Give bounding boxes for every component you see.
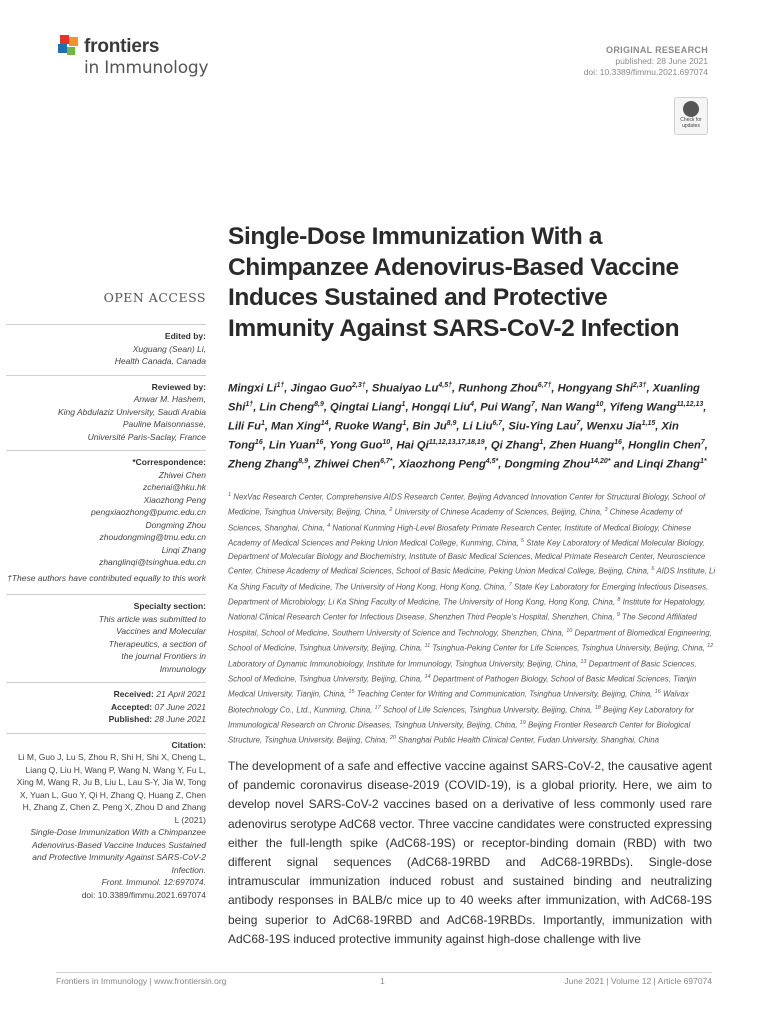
equal-contribution-note: †These authors have contributed equally to this work (7, 572, 206, 583)
page-number: 1 (380, 976, 385, 986)
specialty-text: This article was submitted to Vaccines and Molecular Therapeutics, a section of the journal Frontiers in Immunology (98, 613, 206, 674)
correspondence-label: *Correspondence: (132, 457, 206, 467)
citation-authors: Li M, Guo J, Lu S, Zhou R, Shi H, Shi X, Cheng L, Liang Q, Liu H, Wang P, Wang N, Wang Y, Fu L, Xing M, Wang R, Ju B, Liu L, Lau S-Y, Jia W, Tong X, Yuan L, Guo Y, Qi H, Zhang Q, Huang Z, Chen H, Zhang Z, Chen Z, Peng X, Zhou D and Zhang L (2021) (16, 752, 206, 825)
corresponding-author-email[interactable]: zhanglinqi@tsinghua.edu.cn (99, 557, 206, 567)
reviewer-affiliation: Université Paris-Saclay, France (87, 431, 206, 442)
footer-volume-info: June 2021 | Volume 12 | Article 697074 (564, 976, 712, 986)
article-title: Single-Dose Immunization With a Chimpanzee Adenovirus-Based Vaccine Induces Sustained and Protective Immunity Against SARS-CoV-2 Infection (228, 223, 680, 342)
citation-doi[interactable]: doi: 10.3389/fimmu.2021.697074 (81, 889, 206, 900)
article-type: ORIGINAL RESEARCH (606, 45, 708, 55)
accepted-row (6, 701, 206, 714)
bookmark-icon (683, 101, 699, 117)
published-row (6, 713, 206, 726)
abstract-text: The development of a safe and effective vaccine against SARS-CoV-2, the causative agent of pandemic coronavirus disease-2019 (COVID-19), is a global priority. Here, we aim to develop novel SARS-CoV-2 vaccines based on a derivative of less commonly used rare adenovirus serotype AdC68 vector. Three vaccine candidates were constructed expressing either the full-length spike (AdC68-19S) or receptor-binding domain (RBD) with two different signal sequences (AdC68-19RBD and AdC68-19RBDs). Single-dose intramuscular immunization induced robust and sustained binding and neutralizing antibody responses in BALB/c mice up to 40 weeks after immunization, with AdC68-19S being superior to AdC68-19RBD and AdC68-19RBDs. Importantly, immunization with AdC68-19S induced protective immunity against high-dose challenge with live (228, 759, 712, 946)
divider (6, 733, 206, 734)
divider (6, 324, 206, 325)
corresponding-author-email[interactable]: zchenai@hku.hk (143, 482, 206, 492)
specialty-label: Specialty section: (133, 601, 206, 611)
accepted-label: Accepted: (111, 701, 153, 712)
divider (6, 682, 206, 683)
logo-brand-text: frontiers (84, 36, 160, 57)
logo-journal-text: in Immunology (84, 58, 209, 78)
received-label: Received: (113, 689, 154, 699)
received-date: 21 April 2021 (156, 689, 206, 699)
corresponding-author-email[interactable]: zhoudongming@tmu.edu.cn (99, 532, 206, 542)
doi[interactable]: doi: 10.3389/fimmu.2021.697074 (583, 67, 708, 77)
citation-label: Citation: (171, 739, 206, 750)
dates-block (6, 688, 206, 726)
footer-divider (56, 972, 712, 973)
reviewer-name: Anwar M. Hashem, (133, 394, 206, 404)
divider (6, 450, 206, 451)
citation-title: Single-Dose Immunization With a Chimpanzee Adenovirus-Based Vaccine Induces Sustained and Protective Immunity Against SARS-CoV-2 Infection. (30, 827, 206, 875)
check-for-updates-button[interactable] (674, 97, 708, 135)
citation-journal: Front. Immunol. 12:697074. (101, 877, 206, 887)
editor-affiliation: Health Canada, Canada (114, 356, 206, 366)
affiliations: $^1$ NexVac Research Center, Comprehensive AIDS Research Center, Beijing Advanced Innovation Center for Structural Biology, School of Medicine, Tsinghua University, Beijing, China, $^2$ University of Chinese Academy of Sciences, Beijing, China, $^3$ Chinese Academy of Sciences, Shanghai, China, $^4$ National Kunming High-Level Biosafety Primate Research Center, Institute of Medical Biology, Chinese Academy of Medical Sciences and Peking Union Medical College, Kunming, China, $^5$ State Key Laboratory of Medical Molecular Biology, Department of Molecular Biology and Biochemistry, Institute of Basic Medical Sciences, Medical Primate Research Center, Neuroscience Center, Chinese Academy of Medical Sciences, School of Basic Medicine, Peking Union Medical College, Beijing, China, $^6$ AIDS Institute, Li Ka Shing Faculty of Medicine, The University of Hong Kong, Hong Kong, China, $^7$ State Key Laboratory for Emerging Infectious Diseases, Department of Microbiology, Li Ka Shing Faculty of Medicine, The University of Hong Kong, Hong Kong, China, $^8$ Institute for Hepatology, National Clinical Research Center for Infectious Disease, Shenzhen Third People's Hospital, Shenzhen, China, $^9$ The Second Affiliated Hospital, School of Medicine, Southern University of Science and Technology, Shenzhen, China, $^{10}$ Department of Biomedical Engineering, School of Medicine, Tsinghua University, Beijing, China, $^{11}$ Tsinghua-Peking Center for Life Sciences, Tsinghua University, Beijing, China, $^{12}$ Laboratory of Dynamic Immunobiology, Institute for Immunology, Tsinghua University, Beijing, China, $^{13}$ Department of Basic Sciences, School of Medicine, Tsinghua University, Beijing, China, $^{14}$ Department of Pathogen Biology, School of Basic Medical Sciences, Tianjin Medical University, Tianjin, China, $^{15}$ Teaching Center for Writing and Communication, Tsinghua University, Beijing, China, $^{16}$ Walvax Biotechnology Co., Ltd., Kunming, China, $^{17}$ School of Life Sciences, Tsinghua University, Beijing, China, $^{18}$ Beijing Key Laboratory for Immunological Research on Chronic Diseases, Tsinghua University, Beijing, China, $^{19}$ Beijing Frontier Research Center for Biological Structure, Tsinghua University, Beijing, China, $^{20}$ Shanghai Public Health Clinical Center, Fudan University, Shanghai, China (228, 492, 716, 745)
corresponding-author-email[interactable]: pengxiaozhong@pumc.edu.cn (91, 507, 206, 517)
corresponding-author-name: Xiaozhong Peng (143, 494, 206, 505)
corresponding-author-name: Zhiwei Chen (158, 469, 206, 480)
reviewed-by-label: Reviewed by: (151, 381, 206, 392)
journal-logo[interactable] (56, 33, 226, 83)
editor-name: Xuguang (Sean) Li, (132, 343, 206, 354)
specialty-block (6, 600, 206, 675)
frontiers-logo-icon (56, 33, 82, 61)
reviewed-by-block (6, 381, 206, 444)
correspondence-block (6, 456, 206, 584)
published-date: published: 28 June 2021 (615, 56, 708, 66)
edited-by-block (6, 330, 206, 368)
edited-by-label: Edited by: (164, 331, 206, 341)
reviewer-name: Pauline Maisonnasse, (122, 419, 206, 429)
divider (6, 375, 206, 376)
author-list: Mingxi $Li^{1\dagger}$, Jingao Guo$^{2,3\dagger}$, Shuaiyao $Lu^{4,5\dagger}$, Runhong Zhou$^{6,7\dagger}$, Hongyang Shi$^{2,3\dagger}$, Xuanling Shi$^{1\dagger}$, Lin Cheng$^{8,9}$, Qingtai Liang$^1$, Hongqi Liu$^4$, Pui Wang$^7$, Nan Wang$^{10}$, Yifeng Wang$^{11,12,13}$, Lili Fu$^1$, Man Xing$^{14}$, Ruoke Wang$^1$, Bin Ju$^{8,9}$, Li Liu$^{6,7}$, Siu-Ying Lau$^7$, Wenxu Jia$^{1,15}$, Xin Tong$^{16}$, Lin Yuan$^{16}$, Yong Guo$^{10}$, Hai Qi$^{11,12,13,17,18,19}$, Qi Zhang$^1$, Zhen Huang$^{16}$, Honglin Chen$^7$, Zheng Zhang$^{8,9}$, Zhiwei Chen$^{6,7*}$, Xiaozhong Peng$^{4,5*}$, Dongming Zhou$^{14,20*}$ and Linqi Zhang$^{1*}$ (228, 382, 708, 471)
accepted-date: 07 June 2021 (154, 701, 206, 712)
open-access-label: OPEN ACCESS (103, 290, 206, 305)
corresponding-author-name: Dongming Zhou (145, 519, 206, 530)
divider (6, 594, 206, 595)
sidebar-metadata (6, 320, 206, 908)
citation-block (6, 739, 206, 902)
corresponding-author-name: Linqi Zhang (161, 544, 206, 555)
published-label: Published: (108, 714, 153, 724)
check-updates-label: Check for updates (680, 117, 702, 129)
footer-journal-link[interactable]: Frontiers in Immunology | www.frontiersin.org (56, 976, 227, 986)
article-meta-header (584, 45, 708, 77)
received-row (6, 688, 206, 701)
published-sidebar-date: 28 June 2021 (154, 714, 206, 724)
reviewer-affiliation: King Abdulaziz University, Saudi Arabia (57, 406, 206, 417)
